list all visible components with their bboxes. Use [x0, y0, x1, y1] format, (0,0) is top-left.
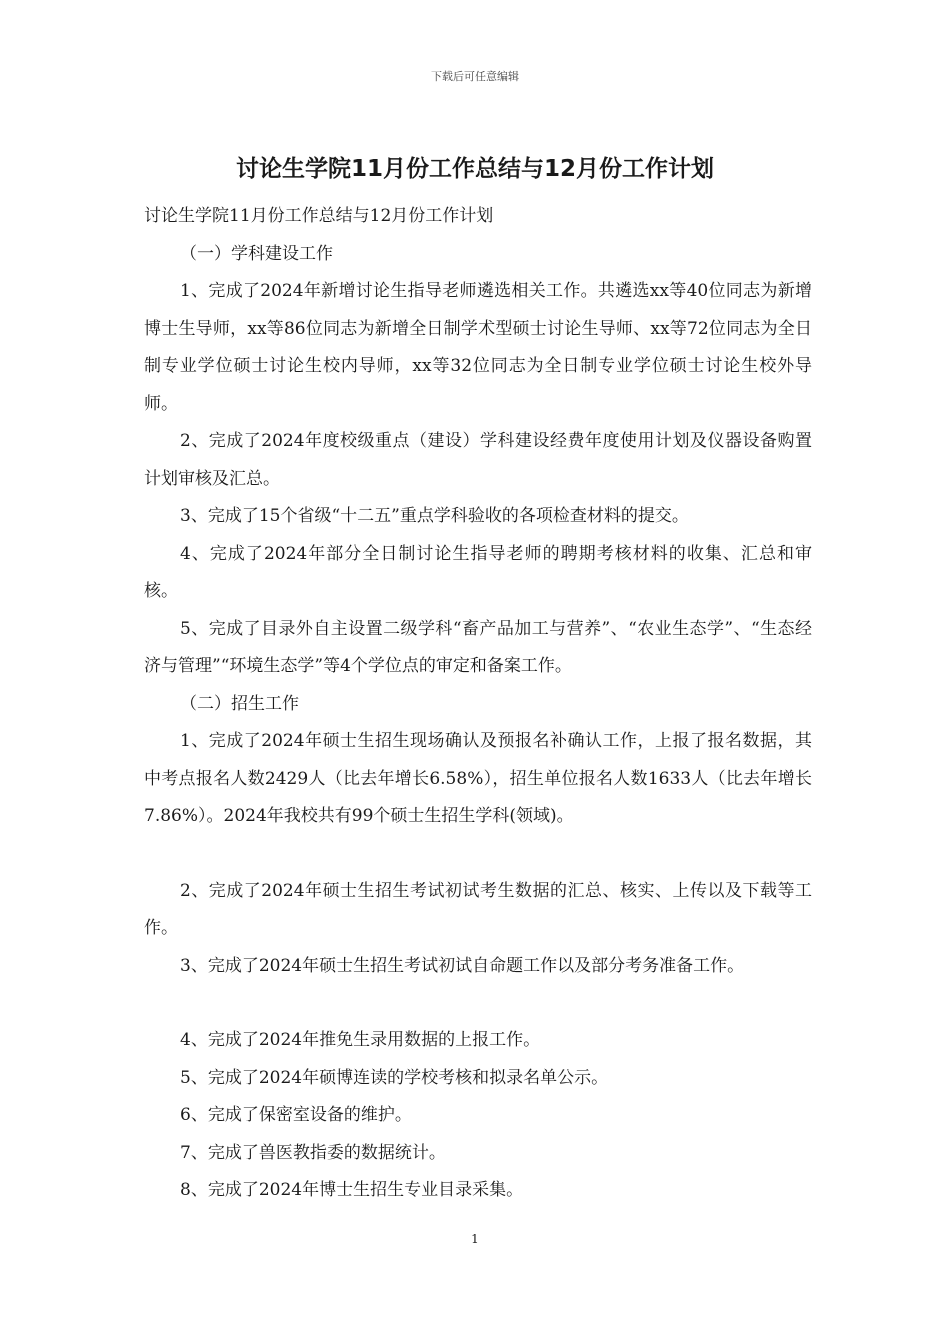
- section2-heading: （二）招生工作: [180, 693, 299, 714]
- section2-item-3: 3、完成了2024年硕士生招生考试初试自命题工作以及部分考务准备工作。: [180, 955, 745, 976]
- section1-item-2: 2、完成了2024年度校级重点（建设）学科建设经费年度使用计划及仪器设备购置计划审核及汇总。: [144, 431, 812, 489]
- page-number: 1: [471, 1232, 479, 1246]
- section1-item-4: 4、完成了2024年部分全日制讨论生指导老师的聘期考核材料的收集、汇总和审核。: [144, 543, 812, 601]
- section1-item-3: 3、完成了15个省级“十二五”重点学科验收的各项检查材料的提交。: [180, 506, 689, 526]
- section2-item-5: 5、完成了2024年硕博连读的学校考核和拟录名单公示。: [180, 1067, 609, 1088]
- section2-item-2: 2、完成了2024年硕士生招生考试初试考生数据的汇总、核实、上传以及下载等工作。: [144, 880, 812, 938]
- section2-item-1: 1、完成了2024年硕士生招生现场确认及预报名补确认工作，上报了报名数据，其中考点报名人数2429人（比去年增长6.58%），招生单位报名人数1633人（比去年增长7.86%）。2024年我校共有99个硕士生招生学科(领域)。: [144, 731, 812, 826]
- document-body: [144, 198, 812, 1210]
- section1-heading: （一）学科建设工作: [180, 243, 333, 264]
- page-header: 下载后可任意编辑: [431, 70, 519, 83]
- paragraph-gap: [144, 836, 812, 873]
- section2-item-7: 7、完成了兽医教指委的数据统计。: [180, 1142, 446, 1163]
- section1-item-1: 1、完成了2024年新增讨论生指导老师遴选相关工作。共遴选xx等40位同志为新增博士生导师，xx等86位同志为新增全日制学术型硕士讨论生导师、xx等72位同志为全日制专业学位硕士讨论生校内导师，xx等32位同志为全日制专业学位硕士讨论生校外导师。: [144, 281, 812, 414]
- section2-item-8: 8、完成了2024年博士生招生专业目录采集。: [180, 1180, 524, 1200]
- section2-item-4: 4、完成了2024年推免生录用数据的上报工作。: [180, 1030, 541, 1050]
- section1-item-5: 5、完成了目录外自主设置二级学科“畜产品加工与营养”、“农业生态学”、“生态经济与管理”“环境生态学”等4个学位点的审定和备案工作。: [144, 618, 812, 676]
- paragraph-gap: [144, 985, 812, 1022]
- document-title: 讨论生学院11月份工作总结与12月份工作计划: [235, 156, 714, 182]
- subtitle-line: 讨论生学院11月份工作总结与12月份工作计划: [144, 206, 494, 226]
- section2-item-6: 6、完成了保密室设备的维护。: [180, 1105, 412, 1125]
